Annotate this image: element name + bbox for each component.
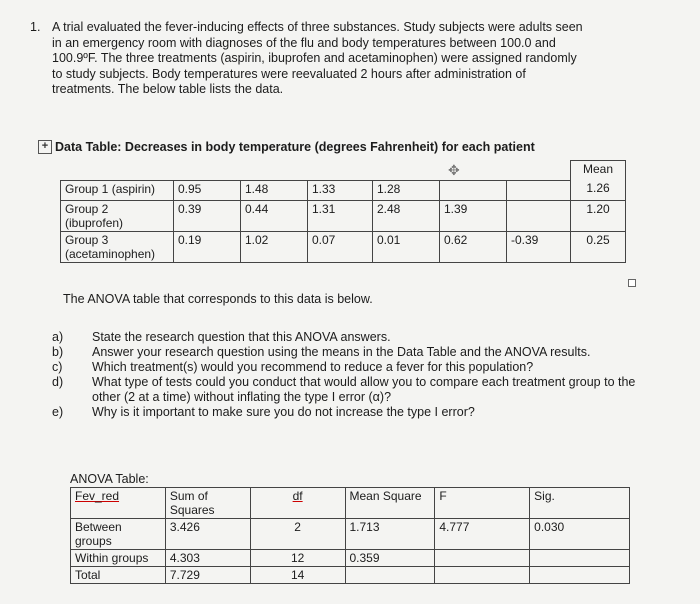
list-item xyxy=(52,405,652,420)
table-cell: Total xyxy=(71,567,166,584)
data-table xyxy=(60,160,626,263)
item-label: a) xyxy=(52,330,64,344)
table-cell: 1.02 xyxy=(241,231,308,262)
table-cell: 0.359 xyxy=(345,550,435,567)
question-text xyxy=(52,20,670,98)
item-text: What type of tests could you conduct that would allow you to compare each treatment group to the other (2 at a time) without inflating the type I error (α)? xyxy=(92,375,636,404)
table-header: Sig. xyxy=(530,488,630,519)
list-item xyxy=(52,345,652,360)
table-header: Mean Square xyxy=(345,488,435,519)
item-text: Why is it important to make sure you do not increase the type I error? xyxy=(92,405,475,419)
item-text: State the research question that this ANOVA answers. xyxy=(92,330,391,344)
item-label: c) xyxy=(52,360,63,374)
table-cell xyxy=(507,180,571,200)
table-header: Sum of Squares xyxy=(165,488,250,519)
group-label: Group 3 (acetaminophen) xyxy=(61,231,174,262)
move-cursor-icon[interactable]: ✥ xyxy=(448,162,460,178)
table-cell: 1.33 xyxy=(308,180,373,200)
data-table-title-text: Data Table: Decreases in body temperature (degrees Fahrenheit) for each patient xyxy=(55,140,535,154)
table-row xyxy=(61,180,626,200)
anova-title: ANOVA Table: xyxy=(70,472,149,486)
table-cell xyxy=(435,550,530,567)
list-item xyxy=(52,330,652,345)
anova-intro-text: The ANOVA table that corresponds to this data is below. xyxy=(63,292,373,306)
item-label: d) xyxy=(52,375,64,389)
table-resize-handle[interactable] xyxy=(628,279,636,287)
table-row xyxy=(71,519,630,550)
table-row xyxy=(61,231,626,262)
group-label: Group 1 (aspirin) xyxy=(61,180,174,200)
group-label: Group 2 (ibuprofen) xyxy=(61,200,174,231)
table-header: Fev_red xyxy=(71,488,166,519)
question-line: to study subjects. Body temperatures were reevaluated 2 hours after administration of xyxy=(52,66,526,81)
table-cell xyxy=(440,180,507,200)
mean-cell: 1.20 xyxy=(571,200,626,231)
table-cell: 12 xyxy=(250,550,345,567)
data-table-title xyxy=(38,140,535,154)
table-select-icon[interactable]: + xyxy=(38,140,52,154)
table-cell: -0.39 xyxy=(507,231,571,262)
table-cell xyxy=(435,567,530,584)
item-text: Which treatment(s) would you recommend to reduce a fever for this population? xyxy=(92,360,534,374)
table-cell xyxy=(345,567,435,584)
table-cell: 0.19 xyxy=(174,231,241,262)
table-cell: 7.729 xyxy=(165,567,250,584)
table-cell: 0.01 xyxy=(373,231,440,262)
item-label: b) xyxy=(52,345,64,359)
table-cell: Between groups xyxy=(71,519,166,550)
sub-questions xyxy=(52,330,652,420)
table-cell: 1.48 xyxy=(241,180,308,200)
question-number: 1. xyxy=(30,20,41,34)
table-cell: 2 xyxy=(250,519,345,550)
table-cell: 4.303 xyxy=(165,550,250,567)
table-cell: 1.31 xyxy=(308,200,373,231)
question-statement xyxy=(30,20,670,98)
table-cell xyxy=(530,550,630,567)
table-cell: 1.39 xyxy=(440,200,507,231)
table-cell: 3.426 xyxy=(165,519,250,550)
item-label: e) xyxy=(52,405,64,419)
table-row xyxy=(71,567,630,584)
item-text: Answer your research question using the means in the Data Table and the ANOVA results. xyxy=(92,345,591,359)
table-cell: Within groups xyxy=(71,550,166,567)
table-cell xyxy=(507,200,571,231)
table-row xyxy=(71,550,630,567)
mean-header: Mean xyxy=(571,161,626,181)
table-cell: 0.95 xyxy=(174,180,241,200)
anova-table xyxy=(70,487,630,584)
table-cell: 14 xyxy=(250,567,345,584)
table-cell: 2.48 xyxy=(373,200,440,231)
table-header: F xyxy=(435,488,530,519)
question-line: treatments. The below table lists the data. xyxy=(52,82,284,96)
table-cell: 0.44 xyxy=(241,200,308,231)
question-line: in an emergency room with diagnoses of the flu and body temperatures between 100.0 and xyxy=(52,35,556,50)
mean-cell: 0.25 xyxy=(571,231,626,262)
table-cell: 1.713 xyxy=(345,519,435,550)
table-cell xyxy=(530,567,630,584)
table-cell: 4.777 xyxy=(435,519,530,550)
table-header: df xyxy=(250,488,345,519)
table-cell: 0.07 xyxy=(308,231,373,262)
table-cell: 0.030 xyxy=(530,519,630,550)
table-cell: 1.28 xyxy=(373,180,440,200)
question-line: 100.9ºF. The three treatments (aspirin, ibuprofen and acetaminophen) were assigned randomly xyxy=(52,51,577,65)
list-item xyxy=(52,375,652,405)
mean-cell: 1.26 xyxy=(571,180,626,200)
table-row xyxy=(61,161,626,181)
question-line: A trial evaluated the fever-inducing effects of three substances. Study subjects were adults seen xyxy=(52,20,583,34)
list-item xyxy=(52,360,652,375)
table-row xyxy=(71,488,630,519)
table-cell: 0.62 xyxy=(440,231,507,262)
table-cell: 0.39 xyxy=(174,200,241,231)
table-row xyxy=(61,200,626,231)
